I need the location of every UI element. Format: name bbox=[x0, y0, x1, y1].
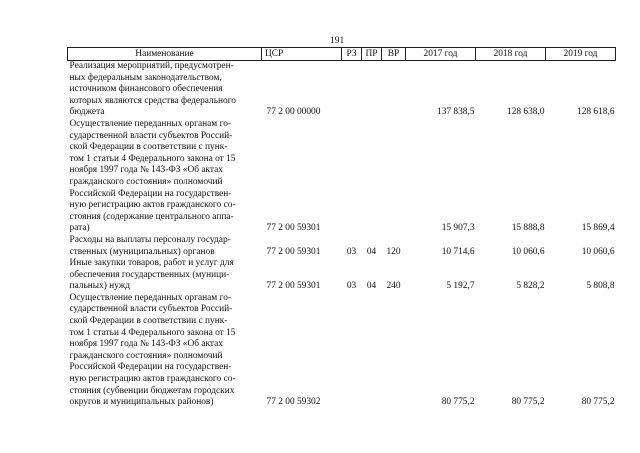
header-name: Наименование bbox=[68, 48, 262, 61]
row-2018: 80 775,2 bbox=[511, 397, 545, 408]
row-2019: 15 869,4 bbox=[581, 223, 615, 234]
row-2017: 5 192,7 bbox=[446, 281, 475, 292]
row-pr bbox=[362, 61, 382, 119]
row-csr: 77 2 00 59301 bbox=[266, 246, 321, 257]
row-2018: 10 060,6 bbox=[511, 246, 545, 257]
budget-table bbox=[67, 47, 616, 409]
header-pr: ПР bbox=[362, 48, 382, 61]
table-row bbox=[68, 293, 616, 409]
row-name: Осуществление переданных органам го- сударственной власти субъектов Россий- ской Федерации в соответствии с пунк- том 1 статьи 4 Федерального закона от 15 ноября 1997 года № 143-ФЗ «Об актах гражданского состояния» полномочий Российской Федерации на государствен- ную регистрацию актов гражданского со- стояния (субвенции бюджетам городских округов и муниципальных районов) bbox=[69, 292, 236, 408]
header-csr: ЦСР bbox=[262, 48, 342, 61]
table-row bbox=[68, 61, 616, 119]
page-number: 191 bbox=[330, 36, 345, 46]
row-name: Реализация мероприятий, предусмотрен- ных федеральным законодательством, источником финансового обеспечения которых являются средства федерального бюджета bbox=[69, 61, 236, 118]
header-2017: 2017 год bbox=[406, 48, 476, 61]
header-2018: 2018 год bbox=[476, 48, 546, 61]
row-2019: 80 775,2 bbox=[581, 397, 615, 408]
row-2019: 5 808,8 bbox=[586, 281, 615, 292]
row-vr: 120 bbox=[386, 246, 401, 257]
row-pr bbox=[362, 119, 382, 235]
row-vr bbox=[382, 293, 406, 409]
row-rz bbox=[342, 119, 362, 235]
table-row bbox=[68, 258, 616, 293]
row-pr bbox=[362, 293, 382, 409]
row-name: Расходы на выплаты персоналу государ- ственных (муниципальных) органов bbox=[69, 234, 231, 257]
row-rz bbox=[342, 293, 362, 409]
table-header-row bbox=[68, 48, 616, 61]
row-pr: 04 bbox=[366, 246, 377, 257]
row-name: Иные закупки товаров, работ и услуг для обеспечения государственных (муници- пальных) нужд bbox=[69, 258, 234, 292]
row-rz: 03 bbox=[346, 246, 357, 257]
row-csr: 77 2 00 59301 bbox=[266, 281, 321, 292]
row-2017: 10 714,6 bbox=[441, 246, 475, 257]
row-csr: 77 2 00 00000 bbox=[266, 107, 321, 118]
row-csr: 77 2 00 59301 bbox=[266, 223, 321, 234]
header-rz: РЗ bbox=[342, 48, 362, 61]
row-2018: 15 888,8 bbox=[511, 223, 545, 234]
row-rz: 03 bbox=[346, 281, 357, 292]
row-2017: 137 838,5 bbox=[437, 107, 475, 118]
row-2019: 10 060,6 bbox=[581, 246, 615, 257]
row-2018: 128 638,0 bbox=[507, 107, 545, 118]
table-row bbox=[68, 119, 616, 235]
header-vr: ВР bbox=[382, 48, 406, 61]
row-vr bbox=[382, 119, 406, 235]
row-vr bbox=[382, 61, 406, 119]
table-row bbox=[68, 235, 616, 258]
row-rz bbox=[342, 61, 362, 119]
row-vr: 240 bbox=[386, 281, 401, 292]
row-2017: 15 907,3 bbox=[441, 223, 475, 234]
row-name: Осуществление переданных органам го- сударственной власти субъектов Россий- ской Федерации в соответствии с пунк- том 1 статьи 4 Федерального закона от 15 ноября 1997 года № 143-ФЗ «Об актах гражданского состояния» полномочий Российской Федерации на государствен- ную регистрацию актов гражданского со- стояния (содержание центрального аппа- рата) bbox=[69, 118, 236, 234]
row-pr: 04 bbox=[366, 281, 377, 292]
row-2019: 128 618,6 bbox=[577, 107, 615, 118]
row-2018: 5 828,2 bbox=[516, 281, 545, 292]
row-csr: 77 2 00 59302 bbox=[266, 397, 321, 408]
row-2017: 80 775,2 bbox=[441, 397, 475, 408]
header-2019: 2019 год bbox=[546, 48, 616, 61]
